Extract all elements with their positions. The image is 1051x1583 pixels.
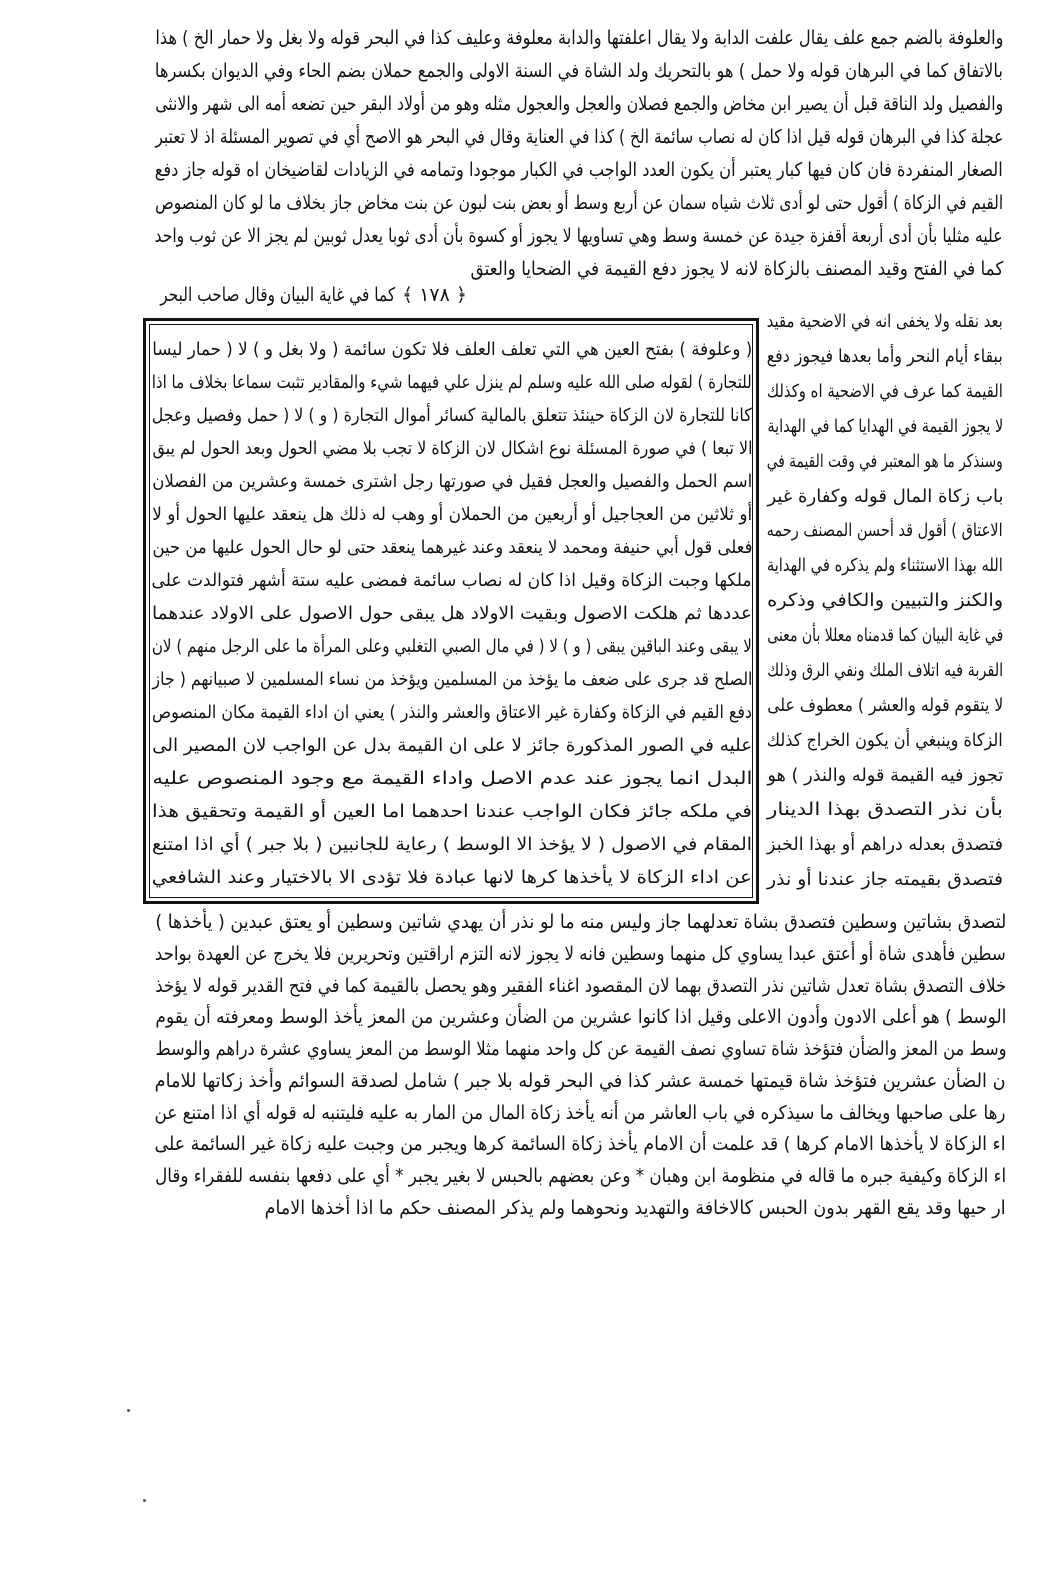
commentary-line: القربة فيه اتلاف الملك ونفي الرق وذلك: [767, 660, 1003, 681]
main-text-line: للتجارة ) لقوله صلى الله عليه وسلم لم ينزل علي فيهما شيء والمقادير تثبت سماعا بخلاف ما اذا: [152, 372, 752, 393]
commentary-line: باب زكاة المال قوله وكفارة غير: [767, 486, 1003, 507]
main-text-line: لا يبقى وعند الباقين يبقى ( و ) لا ( في مال الصبي التغلبي وعلى المرأة ما على الرجل منهم ) لان: [152, 636, 752, 657]
main-text-line: عددها ثم هلكت الاصول وبقيت الاولاد هل يبقى حول الاصول على الاولاد عندهما: [152, 603, 752, 624]
commentary-line: والكنز والتبيين والكافي وذكره: [767, 590, 1003, 611]
commentary-line: الاعتاق ) أقول قد أحسن المصنف رحمه: [767, 520, 1003, 541]
commentary-line: وسنذكر ما هو المعتبر في وقت القيمة في: [767, 451, 1003, 472]
main-text-line: عن اداء الزكاة لا يأخذها كرها لانها عبادة فلا تؤدى الا بالاختيار وعند الشافعي: [152, 867, 752, 888]
commentary-line: ببقاء أيام النحر وأما بعدها فيجوز دفع: [767, 346, 1003, 367]
main-text-line: كانا للتجارة لان الزكاة حينئذ تتعلق بالمالية كسائر أموال التجارة ( و ) لا ( حمل وفصيل وعجل: [152, 405, 752, 426]
commentary-line: ن الضأن عشرين فتؤخذ شاة قيمتها خمسة عشر كذا في البحر قوله بلا جبر ) شامل لصدقة السوائم وأخذ زكاتها للامام: [155, 1070, 1006, 1092]
commentary-line: كما في غاية البيان وقال صاحب البحر: [160, 284, 395, 306]
commentary-line: بالاتفاق كما في البرهان قوله ولا حمل ) هو بالتحريك ولد الشاة في السنة الاولى والجمع حملان بضم الحاء وفي الديوان بكسرها: [155, 60, 1003, 82]
commentary-line: بأن نذر التصدق بهذا الدينار: [767, 799, 1003, 820]
commentary-line: فتصدق بقيمته جاز عندنا أو نذر: [767, 869, 1003, 890]
commentary-line: اء الزكاة لا يأخذها الامام كرها ) قد علمت أن الامام يأخذ زكاة السائمة كرها ويجبر من وجبت عليه زكاة غير السائمة على: [155, 1133, 1006, 1155]
commentary-line: بعد نقله ولا يخفى انه في الاضحية مقيد: [767, 311, 1003, 332]
main-text-line: الا تبعا ) في صورة المسئلة نوع اشكال لان الزكاة لا تجب بلا مضي الحول وبعد الحول لم يبق: [152, 438, 752, 459]
main-text-line: فعلى قول أبي حنيفة ومحمد لا ينعقد وعند غيرهما ينعقد حتى لو حال الحول عليها من حين: [152, 537, 752, 558]
commentary-line: القيم في الزكاة ) أقول حتى لو أدى ثلاث شياه سمان عن أربع وسط أو بعض بنت لبون عن بنت مخاض جاز بخلاف ما لو كان المنصوص: [155, 192, 1003, 214]
commentary-line: الله بهذا الاستثناء ولم يذكره في الهداية: [767, 555, 1003, 576]
main-text-line: في ملكه جائز فكان الواجب عندنا احدهما اما العين أو القيمة وتحقيق هذا: [152, 801, 752, 822]
main-text-line: دفع القيم في الزكاة وكفارة غير الاعتاق والعشر والنذر ) يعني ان اداء القيمة مكان المنصوص: [152, 702, 752, 723]
main-text-line: المقام في الاصول ( لا يؤخذ الا الوسط ) رعاية للجانبين ( بلا جبر ) أي اذا امتنع: [152, 834, 752, 855]
commentary-line: اء الزكاة وكيفية جبره ما قاله في منظومة ابن وهبان * وعن بعضهم بالحبس لا بغير يجبر * أي على دفعها بنفسه للفقراء وقال: [155, 1165, 1006, 1187]
commentary-line: لا يتقوم قوله والعشر ) معطوف على: [767, 695, 1003, 716]
commentary-line: فتصدق بعدله دراهم أو بهذا الخبز: [767, 834, 1003, 855]
commentary-line: خلاف التصدق بشاة تعدل شاتين نذر التصدق بهما لان المقصود اغناء الفقير وهو يحصل بالقيمة كما في فتح القدير قوله لا يؤخذ: [155, 975, 1006, 997]
commentary-line: عجلة كذا في البرهان قوله قيل اذا كان له نصاب سائمة الخ ) كذا في العناية وقال في البحر هو الاصح أي في تصوير المسئلة اذ لا تعتبر: [155, 126, 1003, 148]
commentary-line: في غاية البيان كما قدمناه معللا بأن معنى: [767, 625, 1003, 646]
scan-speck: [143, 1499, 146, 1502]
commentary-line: عليه مثليا بأن أدى أربعة أقفزة جيدة عن خمسة وسط وهي تساويها لا يجوز أو كسوة بأن أدى ثوبا يعدل ثوبين لم يجز الا عن ثوب واحد: [155, 225, 1003, 247]
commentary-line: تجوز فيه القيمة قوله والنذر ) هو: [767, 765, 1003, 786]
scan-speck: [127, 1409, 130, 1412]
commentary-line: كما في الفتح وقيد المصنف بالزكاة لانه لا يجوز دفع القيمة في الضحايا والعتق: [470, 258, 1003, 280]
main-text-line: اسم الحمل والفصيل والعجل فقيل في صورتها رجل اشترى خمسة وعشرين من الفصلان: [152, 471, 752, 492]
main-text-line: أو ثلاثين من العجاجيل أو أربعين من الحملان أو وهب له ذلك هل ينعقد عليها الحول أو لا: [152, 504, 752, 525]
main-text-line: ملكها وجبت الزكاة وقيل اذا كان له نصاب سائمة فمضى عليه ستة أشهر فتوالدت على: [152, 570, 752, 591]
main-text-line: الصلح قد جرى على ضعف ما يؤخذ من المسلمين ويؤخذ من نساء المسلمين لا صبيانهم ( جاز: [152, 669, 752, 690]
main-text-line: ( وعلوفة ) بفتح العين هي التي تعلف العلف فلا تكون سائمة ( ولا بغل و ) لا ( حمار ليسا: [152, 339, 752, 360]
commentary-line: الزكاة وينبغي أن يكون الخراج كذلك: [767, 730, 1003, 751]
commentary-line: رها على صاحبها ويخالف ما سيذكره في باب العاشر من أنه يأخذ زكاة المال من المار به عليه فليتنبه له قوله أي اذا امتنع عن: [155, 1102, 1006, 1124]
main-text-line: البدل انما يجوز عند عدم الاصل واداء القيمة مع وجود المنصوص عليه: [152, 768, 752, 789]
commentary-line: ار حيها وقد يقع القهر بدون الحبس كالاخافة والتهديد ونحوهما ولم يذكر المصنف حكم ما اذا أخذها الامام: [265, 1197, 1006, 1219]
commentary-line: الصغار المنفردة فان كان فيها كبار يعتبر أن يكون العدد الواجب في الكبار موجودا وتمامه في الزيادات لقاضيخان اه قوله جاز دفع: [155, 159, 1003, 181]
commentary-line: لا يجوز القيمة في الهدايا كما في الهداية: [767, 416, 1003, 437]
page-number: ﴿ ١٧٨ ﴾: [402, 284, 467, 306]
main-text-line: عليه في الصور المذكورة جائز لا على ان القيمة بدل عن الواجب لان المصير الى: [152, 735, 752, 756]
commentary-line: سطين فأهدى شاة أو أعتق عبدا يساوي كل منهما وسطين فانه لا يجوز لانه التزم اراقتين وتحريرين فلا يخرج عن العهدة بواحد: [155, 943, 1006, 965]
commentary-line: لتصدق بشاتين وسطين فتصدق بشاة تعدلهما جاز وليس منه ما لو نذر أن يهدي شاتين وسطين أو يعتق عبدين ( يأخذها ): [155, 911, 1006, 933]
commentary-line: الوسط ) هو أعلى الادون وأدون الاعلى وقيل اذا كانوا عشرين من الضأن وعشرين من المعز يأخذ الوسط ومعرفته أن يقوم: [155, 1006, 1006, 1028]
commentary-line: والعلوفة بالضم جمع علف يقال علفت الدابة ولا يقال اعلفتها والدابة معلوفة وعليف كذا في البحر قوله ولا بغل ولا حمار الخ ) هذا: [155, 27, 1003, 49]
commentary-line: والفصيل ولد الناقة قبل أن يصير ابن مخاض والجمع فصلان والعجل والعجول مثله وهو من أولاد البقر حين تضعه أمه الى شهر والانثى: [155, 93, 1003, 115]
commentary-line: وسط من المعز والضأن فتؤخذ شاة تساوي نصف القيمة عن كل واحد منهما مثلا الوسط من المعز يساوي عشرة دراهم والوسط: [155, 1038, 1006, 1060]
commentary-line: القيمة كما عرف في الاضحية اه وكذلك: [767, 381, 1003, 402]
